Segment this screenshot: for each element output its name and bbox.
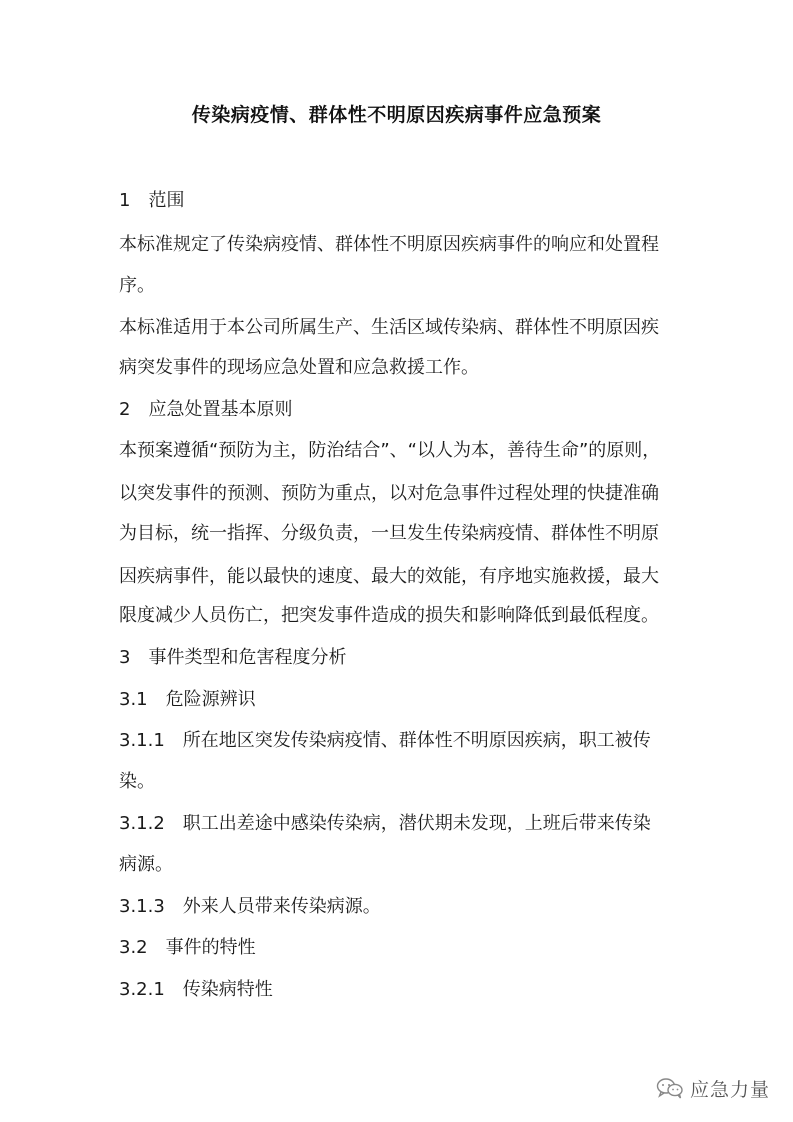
body-line: 病突发事件的现场应急处置和应急救援工作。 [119, 357, 479, 378]
body-line: 病源。 [119, 854, 173, 875]
subsection-heading: 3.1 危险源辨识 [119, 689, 256, 710]
section-heading: 3 事件类型和危害程度分析 [119, 647, 347, 668]
section-heading: 1 范围 [119, 190, 185, 211]
body-line: 染。 [119, 771, 155, 792]
body-line: 序。 [119, 275, 155, 296]
body-line: 限度减少人员伤亡，把突发事件造成的损失和影响降低到最低程度。 [119, 605, 659, 626]
subsection-heading: 3.2 事件的特性 [119, 937, 256, 958]
section-heading: 2 应急处置基本原则 [119, 399, 293, 420]
watermark-text: 应急力量 [690, 1078, 771, 1101]
body-line: 3.1.1 所在地区突发传染病疫情、群体性不明原因疾病，职工被传 [119, 730, 651, 751]
body-line: 以突发事件的预测、预防为重点，以对危急事件过程处理的快捷准确 [119, 483, 659, 504]
body-line: 本标准规定了传染病疫情、群体性不明原因疾病事件的响应和处置程 [119, 234, 659, 255]
body-line: 因疾病事件，能以最快的速度、最大的效能，有序地实施救援，最大 [119, 566, 659, 587]
watermark [656, 1073, 770, 1103]
document-title: 传染病疫情、群体性不明原因疾病事件应急预案 [191, 104, 602, 126]
body-line: 3.1.3 外来人员带来传染病源。 [119, 896, 381, 917]
body-line: 本预案遵循“预防为主，防治结合”、“以人为本，善待生命”的原则， [119, 440, 661, 461]
body-line: 3.1.2 职工出差途中感染传染病，潜伏期未发现，上班后带来传染 [119, 813, 651, 834]
subsection-heading: 3.2.1 传染病特性 [119, 979, 273, 1000]
wechat-icon [656, 1077, 684, 1099]
body-line: 为目标，统一指挥、分级负责，一旦发生传染病疫情、群体性不明原 [119, 523, 659, 544]
body-line: 本标准适用于本公司所属生产、生活区域传染病、群体性不明原因疾 [119, 317, 659, 338]
